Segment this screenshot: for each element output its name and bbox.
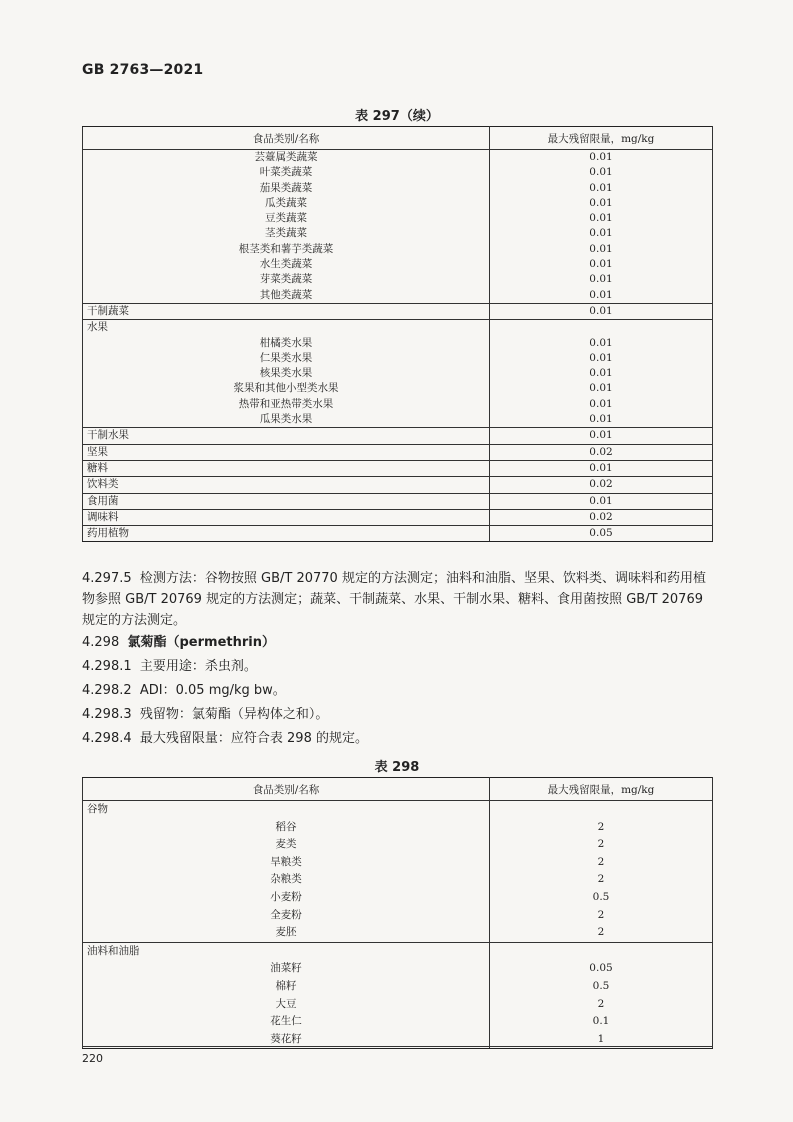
- max-residue-limit-value: 0.01: [589, 494, 613, 507]
- food-category-name: 瓜类蔬菜: [265, 196, 307, 209]
- food-category-cell: [83, 526, 490, 542]
- max-residue-limit-value: 0.01: [589, 429, 613, 442]
- food-category-cell: [83, 460, 490, 476]
- food-category-name: 花生仁: [270, 1015, 302, 1028]
- food-category-name: 食用菌: [87, 494, 119, 507]
- max-residue-limit-value: 0.01: [589, 181, 613, 194]
- food-category-name: 杂粮类: [270, 873, 302, 886]
- table-297: [82, 126, 713, 542]
- food-category-name: 麦胚: [275, 926, 297, 939]
- table-row-group: [83, 320, 713, 428]
- food-category-name: 干制蔬菜: [87, 304, 129, 317]
- max-residue-limit-value: 0.01: [589, 382, 613, 395]
- food-category-name: 旱粮类: [270, 855, 302, 868]
- paragraph-4-297-5: [82, 568, 712, 631]
- max-residue-limit-value: 2: [597, 873, 605, 886]
- food-category-cell: [83, 444, 490, 460]
- max-residue-limit-value: 0.1: [592, 1015, 610, 1028]
- food-category-name: 核果类水果: [259, 367, 313, 380]
- food-category-name: 麦类: [275, 838, 297, 851]
- max-residue-limit-cell: [490, 477, 713, 493]
- food-category-cell: [83, 477, 490, 493]
- max-residue-limit-value: 0.01: [589, 151, 613, 163]
- max-residue-limit-value: 0.01: [589, 227, 613, 240]
- food-category-cell: [83, 801, 490, 943]
- food-category-name: 豆类蔬菜: [265, 212, 307, 225]
- max-residue-limit-value: 0.01: [589, 304, 613, 317]
- paragraph-4-298-3: [82, 704, 712, 725]
- section-title: 氯菊酯（permethrin）: [127, 635, 275, 650]
- table-row-group: [83, 942, 713, 1049]
- table-row-group: [83, 526, 713, 542]
- max-residue-limit-value: 0.01: [589, 166, 613, 179]
- max-residue-limit-value: 0.01: [589, 367, 613, 380]
- table-297-caption: 表 297（续）: [355, 109, 439, 124]
- clause-text: ADI：0.05 mg/kg bw。: [139, 683, 286, 698]
- column-header-food-category: 食品类别/名称: [83, 127, 490, 150]
- max-residue-limit-value: 0.01: [589, 212, 613, 225]
- food-category-cell: [83, 320, 490, 428]
- column-header-max-residue-limit: 最大残留限量，mg/kg: [490, 778, 713, 801]
- food-category-cell: [83, 942, 490, 1049]
- max-residue-limit-value: [490, 320, 712, 335]
- max-residue-limit-value: 0.01: [589, 273, 613, 286]
- food-category-name: 芸薹属类蔬菜: [254, 151, 318, 163]
- food-category-name: 调味料: [87, 510, 119, 523]
- max-residue-limit-value: 0.5: [592, 890, 610, 903]
- food-category-name: 瓜果类水果: [259, 413, 313, 426]
- food-category-name: 茎类蔬菜: [265, 227, 307, 240]
- max-residue-limit-value: 1: [597, 1032, 605, 1045]
- food-category-cell: [83, 303, 490, 319]
- food-category-name: 稻谷: [275, 820, 297, 833]
- max-residue-limit-value: [490, 943, 712, 961]
- max-residue-limit-value: [490, 801, 712, 819]
- section-4-298-heading: [82, 632, 712, 653]
- max-residue-limit-value: 0.01: [589, 397, 613, 410]
- table-row-group: [83, 477, 713, 493]
- max-residue-limit-value: 0.01: [589, 242, 613, 255]
- food-category-name: 其他类蔬菜: [259, 288, 313, 301]
- food-category-name: 浆果和其他小型类水果: [233, 382, 339, 395]
- food-category-name: 小麦粉: [270, 890, 302, 903]
- max-residue-limit-value: 2: [597, 838, 605, 851]
- table-row-group: [83, 150, 713, 304]
- table-298: [82, 777, 713, 1049]
- max-residue-limit-value: 0.02: [589, 478, 613, 491]
- max-residue-limit-cell: [490, 801, 713, 943]
- column-header-food-category: 食品类别/名称: [83, 778, 490, 801]
- clause-text: 主要用途：杀虫剂。: [139, 659, 257, 674]
- page-number: 220: [82, 1052, 103, 1065]
- food-category-name: 茄果类蔬菜: [259, 181, 313, 194]
- paragraph-4-298-1: [82, 656, 712, 677]
- max-residue-limit-value: 0.01: [589, 196, 613, 209]
- table-row-group: [83, 460, 713, 476]
- standard-number: GB 2763—2021: [82, 62, 204, 78]
- clause-text: 残留物：氯菊酯（异构体之和）。: [139, 707, 329, 722]
- food-category-name: 糖料: [87, 461, 108, 474]
- food-category-name: 葵花籽: [270, 1032, 302, 1045]
- food-category-name: 根茎类和薯芋类蔬菜: [238, 242, 334, 255]
- food-category-name: 仁果类水果: [259, 351, 313, 364]
- max-residue-limit-cell: [490, 428, 713, 444]
- max-residue-limit-cell: [490, 493, 713, 509]
- max-residue-limit-value: 2: [597, 926, 605, 939]
- max-residue-limit-value: 2: [597, 908, 605, 921]
- max-residue-limit-value: 0.01: [589, 351, 613, 364]
- table-row-group: [83, 801, 713, 943]
- food-category-name: 叶菜类蔬菜: [259, 166, 313, 179]
- max-residue-limit-value: 2: [597, 855, 605, 868]
- max-residue-limit-value: 2: [597, 820, 605, 833]
- food-category-name: 干制水果: [87, 429, 129, 442]
- table-298-caption: 表 298: [374, 760, 420, 775]
- max-residue-limit-value: 0.02: [589, 445, 613, 458]
- paragraph-4-298-2: [82, 680, 712, 701]
- clause-text: 最大残留限量：应符合表 298 的规定。: [139, 731, 368, 746]
- clause-number: 4.298.4: [82, 731, 132, 746]
- max-residue-limit-cell: [490, 303, 713, 319]
- max-residue-limit-value: 2: [597, 997, 605, 1010]
- max-residue-limit-value: 0.5: [592, 979, 610, 992]
- food-category-name: 水果: [87, 321, 108, 334]
- food-category-name: 油料和油脂: [87, 944, 140, 957]
- table-row-group: [83, 509, 713, 525]
- food-category-name: 芽菜类蔬菜: [259, 273, 313, 286]
- food-category-cell: [83, 493, 490, 509]
- max-residue-limit-cell: [490, 526, 713, 542]
- max-residue-limit-value: 0.01: [589, 413, 613, 426]
- food-category-name: 大豆: [275, 997, 297, 1010]
- food-category-cell: [83, 150, 490, 304]
- food-category-cell: [83, 428, 490, 444]
- table-row-group: [83, 493, 713, 509]
- max-residue-limit-value: 0.01: [589, 336, 613, 349]
- table-row-group: [83, 303, 713, 319]
- max-residue-limit-cell: [490, 150, 713, 304]
- max-residue-limit-value: 0.05: [589, 962, 613, 975]
- food-category-name: 全麦粉: [270, 908, 302, 921]
- table-row-group: [83, 428, 713, 444]
- max-residue-limit-cell: [490, 460, 713, 476]
- max-residue-limit-value: 0.05: [589, 527, 613, 540]
- food-category-name: 热带和亚热带类水果: [238, 397, 334, 410]
- food-category-name: 坚果: [87, 445, 108, 458]
- table-row-group: [83, 444, 713, 460]
- footer-rule: [82, 1046, 712, 1047]
- food-category-name: 油菜籽: [270, 962, 302, 975]
- column-header-max-residue-limit: 最大残留限量，mg/kg: [490, 127, 713, 150]
- food-category-name: 饮料类: [87, 478, 119, 491]
- food-category-name: 谷物: [87, 803, 108, 815]
- max-residue-limit-value: 0.01: [589, 258, 613, 271]
- max-residue-limit-cell: [490, 942, 713, 1049]
- food-category-name: 棉籽: [275, 979, 297, 992]
- paragraph-4-298-4: [82, 728, 712, 749]
- max-residue-limit-cell: [490, 509, 713, 525]
- max-residue-limit-cell: [490, 320, 713, 428]
- clause-number: 4.297.5: [82, 571, 132, 586]
- food-category-name: 药用植物: [87, 527, 129, 540]
- food-category-cell: [83, 509, 490, 525]
- clause-number: 4.298.2: [82, 683, 132, 698]
- food-category-name: 水生类蔬菜: [259, 258, 313, 271]
- section-number: 4.298: [82, 635, 120, 650]
- max-residue-limit-value: 0.02: [589, 510, 613, 523]
- clause-text: 检测方法：谷物按照 GB/T 20770 规定的方法测定；油料和油脂、坚果、饮料类、调味料和药用植物参照 GB/T 20769 规定的方法测定；蔬菜、干制蔬菜、水果、干制水果、糖料、食用菌按照 GB/T 20769 规定的方法测定。: [82, 571, 706, 628]
- max-residue-limit-value: 0.01: [589, 461, 613, 474]
- max-residue-limit-cell: [490, 444, 713, 460]
- clause-number: 4.298.3: [82, 707, 132, 722]
- clause-number: 4.298.1: [82, 659, 132, 674]
- food-category-name: 柑橘类水果: [259, 336, 313, 349]
- max-residue-limit-value: 0.01: [589, 288, 613, 301]
